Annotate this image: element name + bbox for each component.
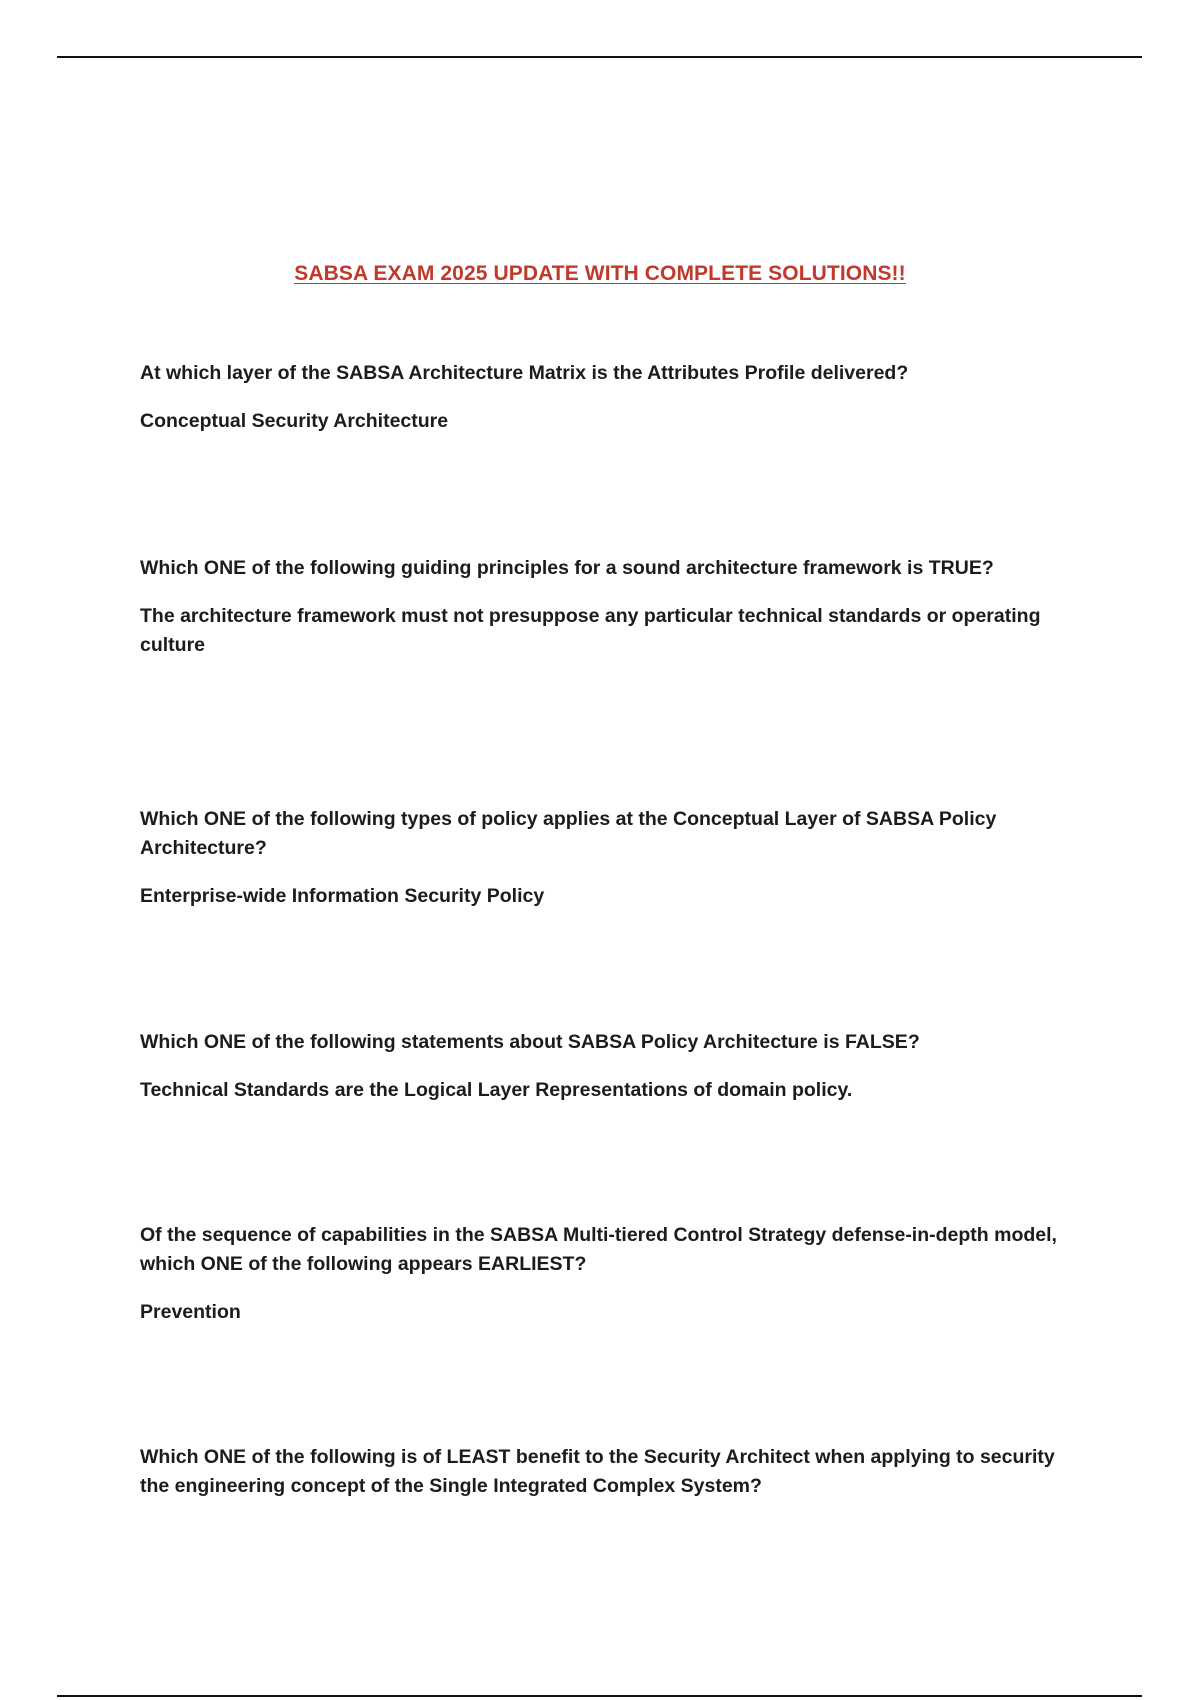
answer-text: Enterprise-wide Information Security Policy (140, 885, 545, 907)
qa-item (140, 1443, 1080, 1501)
question-text: Which ONE of the following statements about SABSA Policy Architecture is FALSE? (140, 1031, 920, 1053)
qa-item (140, 359, 1080, 436)
answer-text: Conceptual Security Architecture (140, 410, 449, 432)
answer-text: Technical Standards are the Logical Layer Representations of domain policy. (140, 1079, 853, 1101)
question-text: Which ONE of the following is of LEAST benefit to the Security Architect when applying to security the engineering concept of the Single Integrated Complex System? (140, 1446, 1055, 1497)
qa-item (140, 805, 1080, 911)
question-text: Which ONE of the following types of policy applies at the Conceptual Layer of SABSA Policy Architecture? (140, 808, 997, 859)
document-title: SABSA EXAM 2025 UPDATE WITH COMPLETE SOLUTIONS!! (294, 262, 906, 285)
question-text: Which ONE of the following guiding principles for a sound architecture framework is TRUE? (140, 557, 994, 579)
answer-text: The architecture framework must not presuppose any particular technical standards or operating culture (140, 605, 1041, 656)
answer-text: Prevention (140, 1301, 241, 1323)
qa-item (140, 554, 1080, 660)
bottom-rule (57, 1695, 1142, 1697)
qa-item (140, 1221, 1080, 1327)
qa-item (140, 1028, 1080, 1105)
question-text: Of the sequence of capabilities in the SABSA Multi-tiered Control Strategy defense-in-depth model, which ONE of the following appears EARLIEST? (140, 1224, 1057, 1275)
top-rule (57, 56, 1142, 58)
question-text: At which layer of the SABSA Architecture Matrix is the Attributes Profile delivered? (140, 362, 909, 384)
